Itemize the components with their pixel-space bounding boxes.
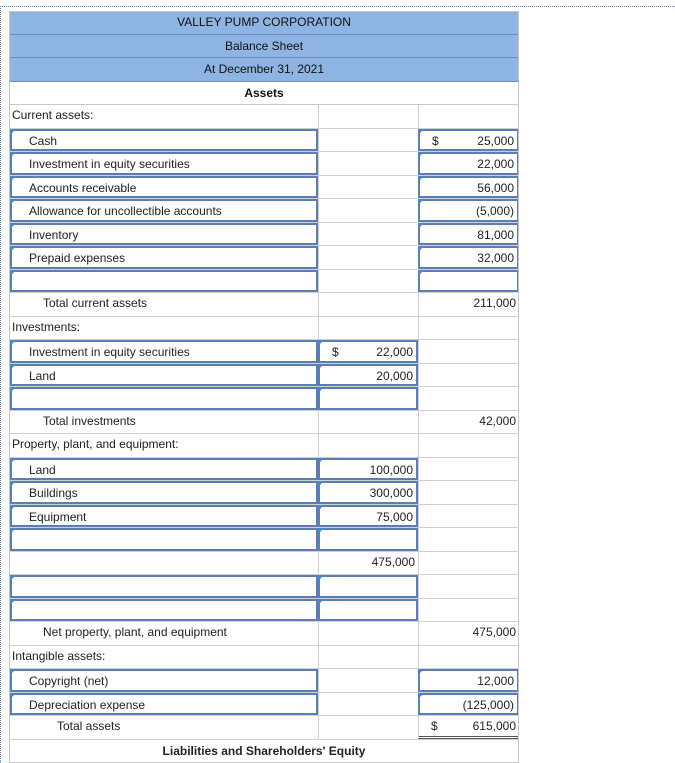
total-investments-label: Total investments [43, 413, 136, 428]
ppe-subtotal-row [9, 552, 519, 576]
account-name-input[interactable]: Depreciation expense [9, 693, 318, 716]
total-investments-row [9, 411, 519, 435]
amount-input[interactable] [318, 528, 418, 551]
dotted-left-border [0, 6, 1, 763]
total-assets-label: Total assets [57, 719, 121, 733]
statement-title-row [9, 35, 519, 59]
account-name-input[interactable]: Allowance for uncollectible accounts [9, 199, 318, 222]
investment-row [9, 340, 519, 364]
ppe-subtotal-value: 475,000 [318, 552, 418, 575]
account-name-input[interactable]: Copyright (net) [9, 669, 318, 692]
amount-input[interactable]: 81,000 [418, 223, 519, 246]
intangibles-heading-row [9, 646, 519, 670]
statement-date: At December 31, 2021 [203, 62, 325, 76]
amount-input[interactable]: (125,000) [418, 693, 519, 716]
ppe-row [9, 505, 519, 529]
ppe-row [9, 458, 519, 482]
account-name-input[interactable]: Buildings [9, 481, 318, 504]
current-assets-heading-row [9, 105, 519, 129]
account-name-input[interactable]: Investment in equity securities [9, 340, 318, 363]
assets-heading-row [9, 82, 519, 106]
ppe-row [9, 481, 519, 505]
amount-input[interactable]: 100,000 [318, 458, 418, 481]
intangibles-heading: Intangible assets: [12, 648, 106, 663]
account-name-input[interactable]: Land [9, 458, 318, 481]
amount-input[interactable]: 75,000 [318, 505, 418, 528]
intangible-row [9, 693, 519, 717]
net-ppe-row [9, 622, 519, 646]
total-current-assets-value: 211,000 [418, 293, 519, 316]
amount-input[interactable]: 300,000 [318, 481, 418, 504]
amount-input[interactable]: 32,000 [418, 246, 519, 269]
amount-input[interactable] [318, 387, 418, 410]
account-name-input[interactable]: Inventory [9, 223, 318, 246]
amount-input[interactable]: 20,000 [318, 364, 418, 387]
current-asset-row [9, 199, 519, 223]
amount-input[interactable]: 22,000 [418, 152, 519, 175]
statement-title: Balance Sheet [224, 38, 304, 53]
investment-row [9, 364, 519, 388]
investments-heading: Investments: [12, 319, 81, 334]
empty-entry-row [9, 270, 519, 294]
dollar-sign: $ [431, 719, 438, 733]
empty-entry-row [9, 575, 519, 599]
assets-heading: Assets [244, 85, 284, 100]
total-assets-value: $ 615,000 [418, 716, 519, 739]
empty-entry-row [9, 528, 519, 552]
amount-input[interactable]: $ 25,000 [418, 129, 519, 152]
account-name-input[interactable] [9, 387, 318, 410]
account-name-input[interactable] [9, 528, 318, 551]
current-asset-row [9, 246, 519, 270]
intangible-row [9, 669, 519, 693]
amount-input[interactable]: 56,000 [418, 176, 519, 199]
ppe-heading: Property, plant, and equipment: [12, 437, 179, 451]
investments-heading-row [9, 317, 519, 341]
account-name-input[interactable]: Prepaid expenses [9, 246, 318, 269]
total-assets-row [9, 716, 519, 740]
account-name-input[interactable]: Cash [9, 129, 318, 152]
liabilities-heading-row [9, 740, 519, 763]
ppe-heading-row [9, 434, 519, 458]
amount-input[interactable] [318, 599, 418, 622]
current-asset-row [9, 176, 519, 200]
account-name-input[interactable]: Accounts receivable [9, 176, 318, 199]
current-asset-row [9, 152, 519, 176]
account-name-input[interactable] [9, 599, 318, 622]
account-name-input[interactable] [9, 575, 318, 598]
empty-entry-row [9, 599, 519, 623]
amount-input[interactable]: 12,000 [418, 669, 519, 692]
net-ppe-label: Net property, plant, and equipment [43, 625, 227, 639]
dollar-sign: $ [332, 345, 339, 359]
statement-date-row [9, 58, 519, 82]
current-asset-row [9, 129, 519, 153]
amount-input[interactable]: $ 22,000 [318, 340, 418, 363]
total-current-assets-label: Total current assets [43, 296, 148, 310]
balance-sheet [9, 11, 519, 763]
dollar-sign: $ [432, 133, 439, 148]
total-current-assets-row [9, 293, 519, 317]
liabilities-heading: Liabilities and Shareholders' Equity [162, 743, 366, 758]
company-name-row [9, 11, 519, 35]
current-asset-row [9, 223, 519, 247]
account-name-input[interactable]: Investment in equity securities [9, 152, 318, 175]
account-name-input[interactable] [9, 270, 318, 293]
dotted-top-border [0, 6, 675, 7]
account-name-input[interactable]: Equipment [9, 505, 318, 528]
account-name-input[interactable]: Land [9, 364, 318, 387]
amount-input[interactable] [318, 575, 418, 598]
amount-input[interactable]: (5,000) [418, 199, 519, 222]
empty-entry-row [9, 387, 519, 411]
company-name: VALLEY PUMP CORPORATION [177, 15, 351, 29]
current-assets-heading: Current assets: [12, 108, 94, 122]
total-investments-value: 42,000 [418, 411, 519, 434]
net-ppe-value: 475,000 [418, 622, 519, 645]
amount-input[interactable] [418, 270, 519, 293]
